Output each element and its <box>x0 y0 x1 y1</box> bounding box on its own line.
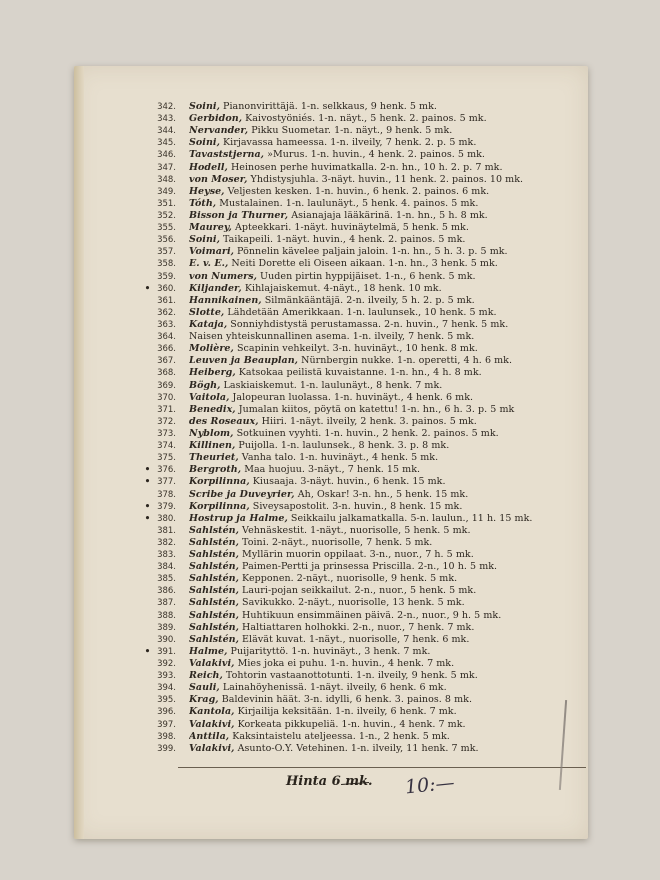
entry-title-details: Toini. 2-näyt., nuorisolle, 7 henk. 5 mk. <box>238 536 433 548</box>
entry-text <box>189 561 581 573</box>
entry-number: 377. <box>157 477 176 488</box>
entry-author: Valakivi, <box>189 718 235 730</box>
entry-number: 344. <box>157 126 176 137</box>
entry-text <box>189 392 581 404</box>
entry-number: 351. <box>157 198 176 209</box>
entry-author: Soini, <box>189 234 220 246</box>
entry-title-details: Kepponen. 2-näyt., nuorisolle, 9 henk. 5 mk. <box>238 573 458 585</box>
entry-text <box>189 234 581 246</box>
catalog-entry <box>0 343 660 355</box>
entry-number: 356. <box>157 235 176 246</box>
entry-title-details: Kihlajaiskemut. 4-näyt., 18 henk. 10 mk. <box>241 282 442 294</box>
entry-author: des Roseaux, <box>189 415 259 427</box>
catalog-entry <box>0 646 660 658</box>
catalog-entry <box>0 428 660 440</box>
entry-title-details: »Murus. 1-n. huvin., 4 henk. 2. painos. 5 mk. <box>264 149 486 161</box>
entry-author: Krag, <box>189 694 219 706</box>
entry-number: 355. <box>157 223 176 234</box>
entry-number: 386. <box>157 586 176 597</box>
entry-author: Maurey, <box>189 222 232 234</box>
handwritten-price: 10:— <box>403 771 456 799</box>
entry-number: 345. <box>157 138 176 149</box>
entry-text <box>189 452 581 464</box>
catalog-entry <box>0 525 660 537</box>
catalog-entry <box>0 125 660 137</box>
entry-number: 375. <box>157 453 176 464</box>
entry-number: 348. <box>157 174 176 185</box>
catalog-entry <box>0 440 660 452</box>
entry-author: Anttila, <box>189 730 230 742</box>
entry-number: 399. <box>157 743 176 754</box>
catalog-entry <box>0 380 660 392</box>
entry-author: Sahlstén, <box>189 609 239 621</box>
entry-title-details: Baldevinin häät. 3-n. idylli, 6 henk. 3. painos. 8 mk. <box>218 694 473 706</box>
entry-text <box>189 113 581 125</box>
entry-number: 388. <box>157 610 176 621</box>
entry-author: Vaitola, <box>189 391 230 403</box>
entry-text <box>189 525 581 537</box>
catalog-entry <box>0 222 660 234</box>
entry-text <box>189 573 581 585</box>
entry-number: 362. <box>157 307 176 318</box>
catalog-entry <box>0 137 660 149</box>
entry-number: 342. <box>157 102 176 112</box>
catalog-entry <box>0 513 660 525</box>
entry-text <box>189 670 581 682</box>
entry-number: 394. <box>157 683 176 694</box>
catalog-entry <box>0 501 660 513</box>
bullet-mark: • <box>144 475 151 489</box>
entry-title-details: Tohtorin vastaanottotunti. 1-n. ilveily, 9 henk. 5 mk. <box>222 670 478 682</box>
entry-title-details: Heinosen perhe huvimatkalla. 2-n. hn., 10 h. 2. p. 7 mk. <box>227 161 503 173</box>
entry-title-details: Silmänkääntäjä. 2-n. ilveily, 5 h. 2. p. 5 mk. <box>261 294 475 306</box>
entry-number: 380. <box>157 513 176 524</box>
entry-title-details: Nürnbergin nukke. 1-n. operetti, 4 h. 6 mk. <box>298 355 513 367</box>
entry-title-details: Pikku Suometar. 1-n. näyt., 9 henk. 5 mk. <box>248 125 453 137</box>
catalog-entry <box>0 271 660 283</box>
entry-text <box>189 271 581 283</box>
entry-title-details: Huhtikuun ensimmäinen päivä. 2-n., nuor., 9 h. 5 mk. <box>238 609 502 621</box>
entry-text <box>189 162 581 174</box>
entry-number: 393. <box>157 671 176 682</box>
catalog-entry <box>0 452 660 464</box>
entry-author: von Numers, <box>189 270 257 282</box>
entry-text <box>189 743 581 755</box>
entry-text <box>189 719 581 731</box>
entry-author: Valakivi, <box>189 742 235 754</box>
entry-text <box>189 731 581 743</box>
entry-text <box>189 537 581 549</box>
catalog-entry <box>0 476 660 488</box>
bullet-mark: • <box>144 511 151 525</box>
entry-title-details: Puijolla. 1-n. laulunsek., 8 henk. 3. p. 8 mk. <box>235 440 450 452</box>
entry-text <box>189 295 581 307</box>
entry-text <box>189 343 581 355</box>
entry-author: Sahlstén, <box>189 585 239 597</box>
entry-text <box>189 198 581 210</box>
entry-number: 370. <box>157 392 176 403</box>
entry-title-details: Kaivostyöniés. 1-n. näyt., 5 henk. 2. painos. 5 mk. <box>242 113 487 125</box>
entry-author: von Moser, <box>189 173 248 185</box>
entry-number: 360. <box>157 283 176 294</box>
entry-author: Valakivi, <box>189 658 235 670</box>
entry-number: 396. <box>157 707 176 718</box>
entry-author: Sahlstén, <box>189 597 239 609</box>
entry-author: Sahlstén, <box>189 561 239 573</box>
printed-price: Hinta 6 mk. <box>286 774 373 789</box>
entry-number: 395. <box>157 695 176 706</box>
catalog-entry <box>0 694 660 706</box>
entry-author: Scribe ja Duveyrier, <box>189 488 295 500</box>
entry-number: 346. <box>157 150 176 161</box>
entry-title-details: Mies joka ei puhu. 1-n. huvin., 4 henk. 7 mk. <box>234 658 455 670</box>
entry-title-details: Elävät kuvat. 1-näyt., nuorisolle, 7 henk. 6 mk. <box>238 633 470 645</box>
catalog-entry <box>0 246 660 258</box>
entry-number: 343. <box>157 114 176 125</box>
entry-title-details: Scapinin vehkeilyt. 3-n. huvinäyt., 10 henk. 8 mk. <box>233 343 478 355</box>
entry-text <box>189 404 581 416</box>
entry-number: 364. <box>157 332 176 343</box>
entry-text <box>189 597 581 609</box>
entry-number: 357. <box>157 247 176 258</box>
entry-text <box>189 222 581 234</box>
entry-number: 366. <box>157 344 176 355</box>
entry-title-details: Katsokaa peilistä kuvaistanne. 1-n. hn., 4 h. 8 mk. <box>235 367 482 379</box>
catalog-entry <box>0 186 660 198</box>
entry-title-details: Taikapeili. 1-näyt. huvin., 4 henk. 2. painos. 5 mk. <box>219 234 466 246</box>
catalog-entry <box>0 113 660 125</box>
entry-number: 374. <box>157 441 176 452</box>
entry-text <box>189 634 581 646</box>
entry-text <box>189 246 581 258</box>
entry-title-details: Naisen yhteiskunnallinen asema. 1-n. ilveily, 7 henk. 5 mk. <box>189 331 475 343</box>
entry-number: 382. <box>157 537 176 548</box>
entry-title-details: Jumalan kiitos, pöytä on katettu! 1-n. hn., 6 h. 3. p. 5 mk <box>235 403 515 415</box>
entry-number: 352. <box>157 210 176 221</box>
catalog-entry <box>0 234 660 246</box>
entry-text <box>189 355 581 367</box>
entry-author: Sauli, <box>189 682 220 694</box>
catalog-entry <box>0 283 660 295</box>
entry-title-details: Asianajaja lääkärinä. 1-n. hn., 5 h. 8 mk. <box>288 209 488 221</box>
entry-author: Kiljander, <box>189 282 242 294</box>
entry-author: Soini, <box>189 137 220 149</box>
entry-title-details: Laskiaiskemut. 1-n. laulunäyt., 8 henk. 7 mk. <box>220 379 443 391</box>
catalog-entry <box>0 670 660 682</box>
entry-author: E. v. E., <box>189 258 229 270</box>
entry-text <box>189 258 581 270</box>
entry-number: 391. <box>157 646 176 657</box>
entry-title-details: Kaksintaistelu ateljeessa. 1-n., 2 henk. 5 mk. <box>229 730 450 742</box>
entry-title-details: Lähdetään Amerikkaan. 1-n. laulunsek., 10 henk. 5 mk. <box>224 306 497 318</box>
entry-text <box>189 186 581 198</box>
entry-author: Leuven ja Beauplan, <box>189 355 299 367</box>
catalog-entry <box>0 489 660 501</box>
entry-number: 383. <box>157 550 176 561</box>
entry-author: Heyse, <box>189 185 225 197</box>
entry-number: 379. <box>157 501 176 512</box>
entry-author: Benedix, <box>189 403 236 415</box>
catalog-entry <box>0 706 660 718</box>
catalog-entry <box>0 658 660 670</box>
entry-number: 371. <box>157 404 176 415</box>
entry-title-details: Vehnäskestit. 1-näyt., nuorisolle, 5 henk. 5 mk. <box>238 524 471 536</box>
entry-text <box>189 283 581 295</box>
entry-title-details: Savikukko. 2-näyt., nuorisolle, 13 henk. 5 mk. <box>238 597 465 609</box>
entry-author: Reich, <box>189 670 223 682</box>
catalog-entry <box>0 585 660 597</box>
entry-title-details: Jalopeuran luolassa. 1-n. huvinäyt., 4 henk. 6 mk. <box>229 391 474 403</box>
catalog-entry <box>0 573 660 585</box>
entry-title-details: Siveysapostolit. 3-n. huvin., 8 henk. 15 mk. <box>249 500 463 512</box>
entry-author: Theuriet, <box>189 452 239 464</box>
entry-title-details: Kiusaaja. 3-näyt. huvin., 6 henk. 15 mk. <box>249 476 446 488</box>
entry-title-details: Haltiattaren holhokki. 2-n., nuor., 7 henk. 7 mk. <box>238 621 475 633</box>
catalog-entry <box>0 682 660 694</box>
entry-number: 381. <box>157 525 176 536</box>
entry-number: 369. <box>157 380 176 391</box>
entry-title-details: Sotkuinen vyyhti. 1-n. huvin., 2 henk. 2. painos. 5 mk. <box>233 427 499 439</box>
catalog-entry <box>0 149 660 161</box>
catalog-entry <box>0 416 660 428</box>
entry-number: 389. <box>157 622 176 633</box>
entry-text <box>189 622 581 634</box>
entry-text <box>189 549 581 561</box>
entry-number: 363. <box>157 319 176 330</box>
entry-number: 398. <box>157 731 176 742</box>
entry-text <box>189 610 581 622</box>
entry-title-details: Pönnelin kävelee paljain jaloin. 1-n. hn., 5 h. 3. p. 5 mk. <box>233 246 508 258</box>
entry-number: 361. <box>157 295 176 306</box>
bullet-mark: • <box>144 644 151 658</box>
catalog-entry <box>0 319 660 331</box>
catalog-entry <box>0 719 660 731</box>
entry-number: 372. <box>157 416 176 427</box>
catalog-entry <box>0 295 660 307</box>
entry-text <box>189 501 581 513</box>
entry-text <box>189 585 581 597</box>
entry-text <box>189 307 581 319</box>
catalog-entry <box>0 731 660 743</box>
entry-text <box>189 416 581 428</box>
bullet-mark: • <box>144 499 151 513</box>
entry-text <box>189 331 581 343</box>
entry-title-details: Kirjailija keksitään. 1-n. ilveily, 6 henk. 7 mk. <box>234 706 457 718</box>
catalog-entry <box>0 597 660 609</box>
entry-title-details: Sonniyhdistystä perustamassa. 2-n. huvin., 7 henk. 5 mk. <box>227 318 509 330</box>
entry-author: Sahlstén, <box>189 536 239 548</box>
entry-title-details: Yhdistysjuhla. 3-näyt. huvin., 11 henk. 2. painos. 10 mk. <box>247 173 524 185</box>
entry-author: Voimari, <box>189 246 234 258</box>
bullet-mark: • <box>144 463 151 477</box>
entry-text <box>189 706 581 718</box>
entry-number: 367. <box>157 356 176 367</box>
entry-text <box>189 149 581 161</box>
entry-number: 368. <box>157 368 176 379</box>
entry-text <box>189 174 581 186</box>
entry-title-details: Korkeata pikkupeliä. 1-n. huvin., 4 henk. 7 mk. <box>234 718 466 730</box>
entry-author: Sahlstén, <box>189 621 239 633</box>
entry-text <box>189 489 581 501</box>
entry-text <box>189 125 581 137</box>
entry-author: Tavaststjerna, <box>189 149 265 161</box>
entry-title-details: Neiti Dorette eli Oiseen aikaan. 1-n. hn., 3 henk. 5 mk. <box>228 258 498 270</box>
entry-text <box>189 646 581 658</box>
entry-author: Halme, <box>189 645 228 657</box>
entry-author: Soini, <box>189 101 220 112</box>
entry-number: 373. <box>157 428 176 439</box>
entry-author: Bergroth, <box>189 464 242 476</box>
entry-number: 390. <box>157 634 176 645</box>
entry-author: Killinen, <box>189 440 236 452</box>
catalog-entry <box>0 610 660 622</box>
entry-text <box>189 367 581 379</box>
entry-text <box>189 137 581 149</box>
entry-author: Kantola, <box>189 706 235 718</box>
catalog-entry <box>0 561 660 573</box>
entry-text <box>189 319 581 331</box>
entry-title-details: Mustalainen. 1-n. laulunäyt., 5 henk. 4. painos. 5 mk. <box>216 197 479 209</box>
entry-author: Bögh, <box>189 379 221 391</box>
entry-text <box>189 380 581 392</box>
entry-author: Sahlstén, <box>189 633 239 645</box>
play-catalog-list <box>0 101 660 755</box>
entry-author: Molière, <box>189 343 234 355</box>
entry-text <box>189 513 581 525</box>
entry-number: 358. <box>157 259 176 270</box>
entry-title-details: Vanha talo. 1-n. huvinäyt., 4 henk. 5 mk. <box>238 452 439 464</box>
entry-author: Heiberg, <box>189 367 236 379</box>
entry-number: 378. <box>157 489 176 500</box>
entry-author: Nervander, <box>189 125 249 137</box>
entry-number: 392. <box>157 659 176 670</box>
entry-author: Nyblom, <box>189 427 234 439</box>
entry-title-details: Seikkailu jalkamatkalla. 5-n. laulun., 11 h. 15 mk. <box>287 512 533 524</box>
price-divider <box>178 767 586 768</box>
entry-author: Sahlstén, <box>189 524 239 536</box>
entry-number: 397. <box>157 719 176 730</box>
entry-text <box>189 101 581 113</box>
catalog-entry <box>0 392 660 404</box>
entry-title-details: Uuden pirtin hyppijäiset. 1-n., 6 henk. 5 mk. <box>256 270 476 282</box>
entry-author: Hostrup ja Halme, <box>189 512 288 524</box>
entry-title-details: Lainahöyhenissä. 1-näyt. ilveily, 6 henk. 6 mk. <box>219 682 447 694</box>
entry-author: Sahlstén, <box>189 573 239 585</box>
entry-number: 347. <box>157 162 176 173</box>
catalog-entry <box>0 367 660 379</box>
entry-author: Hodell, <box>189 161 228 173</box>
entry-title-details: Pianonvirittäjä. 1-n. selkkaus, 9 henk. 5 mk. <box>219 101 437 112</box>
catalog-entry <box>0 404 660 416</box>
entry-number: 384. <box>157 562 176 573</box>
entry-title-details: Lauri-pojan seikkailut. 2-n., nuor., 5 henk. 5 mk. <box>238 585 477 597</box>
catalog-entry <box>0 210 660 222</box>
catalog-entry <box>0 258 660 270</box>
entry-title-details: Hiiri. 1-näyt. ilveily, 2 henk. 3. painos. 5 mk. <box>258 415 477 427</box>
entry-number: 359. <box>157 271 176 282</box>
entry-text <box>189 210 581 222</box>
entry-title-details: Asunto-O.Y. Vetehinen. 1-n. ilveily, 11 henk. 7 mk. <box>234 742 479 754</box>
entry-number: 349. <box>157 186 176 197</box>
entry-text <box>189 476 581 488</box>
entry-text <box>189 658 581 670</box>
entry-author: Korpilinna, <box>189 500 250 512</box>
entry-title-details: Myllärin muorin oppilaat. 3-n., nuor., 7 h. 5 mk. <box>238 549 474 561</box>
entry-number: 376. <box>157 465 176 476</box>
entry-text <box>189 682 581 694</box>
catalog-entry <box>0 549 660 561</box>
entry-title-details: Puijarityttö. 1-n. huvinäyt., 3 henk. 7 mk. <box>227 645 431 657</box>
entry-author: Gerbidon, <box>189 113 243 125</box>
entry-author: Bisson ja Thurner, <box>189 209 289 221</box>
catalog-entry <box>0 537 660 549</box>
entry-text <box>189 464 581 476</box>
entry-number: 387. <box>157 598 176 609</box>
entry-title-details: Apteekkari. 1-näyt. huvinäytelmä, 5 henk. 5 mk. <box>231 222 469 234</box>
entry-text <box>189 440 581 452</box>
catalog-entry <box>0 355 660 367</box>
entry-title-details: Maa huojuu. 3-näyt., 7 henk. 15 mk. <box>241 464 421 476</box>
entry-author: Sahlstén, <box>189 549 239 561</box>
catalog-entry <box>0 174 660 186</box>
entry-title-details: Kirjavassa hameessa. 1-n. ilveily, 7 henk. 2. p. 5 mk. <box>219 137 477 149</box>
catalog-entry <box>0 464 660 476</box>
entry-author: Kataja, <box>189 318 228 330</box>
catalog-entry <box>0 622 660 634</box>
catalog-entry <box>0 634 660 646</box>
catalog-entry <box>0 307 660 319</box>
entry-number: 385. <box>157 574 176 585</box>
entry-author: Tóth, <box>189 197 217 209</box>
entry-title-details: Ah, Oskar! 3-n. hn., 5 henk. 15 mk. <box>294 488 469 500</box>
bullet-mark: • <box>144 281 151 295</box>
entry-title-details: Paimen-Pertti ja prinsessa Priscilla. 2-n., 10 h. 5 mk. <box>238 561 498 573</box>
catalog-entry <box>0 331 660 343</box>
catalog-entry <box>0 198 660 210</box>
catalog-entry <box>0 101 660 113</box>
entry-text <box>189 694 581 706</box>
entry-author: Slotte, <box>189 306 225 318</box>
entry-text <box>189 428 581 440</box>
catalog-entry <box>0 162 660 174</box>
entry-author: Hannikainen, <box>189 294 262 306</box>
entry-author: Korpilinna, <box>189 476 250 488</box>
entry-title-details: Veljesten kesken. 1-n. huvin., 6 henk. 2. painos. 6 mk. <box>224 185 490 197</box>
